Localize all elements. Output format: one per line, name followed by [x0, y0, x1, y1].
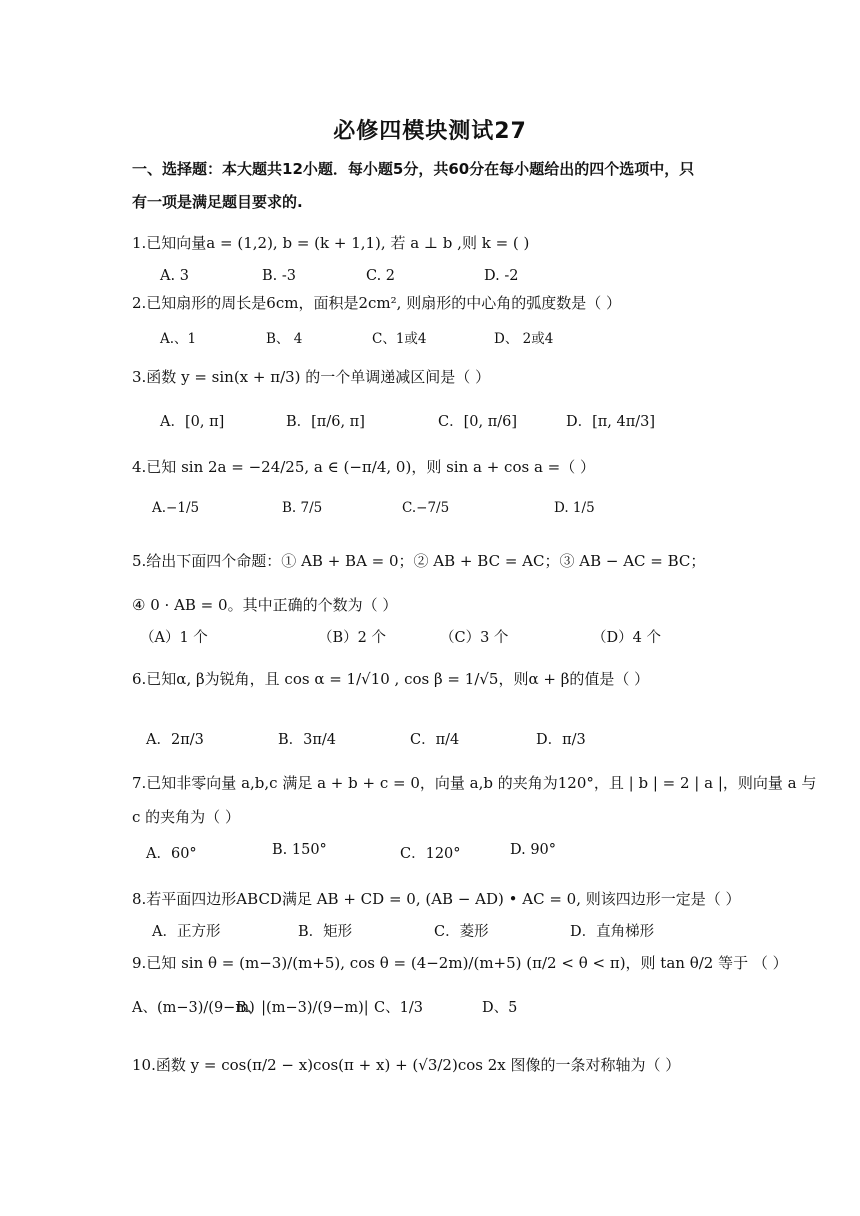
section-heading-line1: 一、选择题：本大题共12小题．每小题5分，共60分在每小题给出的四个选项中，只: [132, 160, 695, 178]
question-4-option-a: A.−1/5: [152, 500, 200, 516]
question-9-option-a: A、(m−3)/(9−m): [132, 1000, 255, 1016]
question-7-option-d: D. 90°: [510, 842, 557, 858]
question-2-option-b: B、 4: [266, 331, 303, 347]
question-6-option-a: A．2π/3: [146, 732, 204, 748]
question-10-stem: 10.函数 y = cos(π/2 − x)cos(π + x) + (√3/2)cos 2x 图像的一条对称轴为（ ）: [132, 1056, 681, 1074]
question-5-option-b: （B）2 个: [318, 630, 386, 646]
question-5-option-c: （C）3 个: [440, 630, 509, 646]
question-1-option-b: B. -3: [262, 268, 296, 284]
question-1-option-d: D. -2: [484, 268, 519, 284]
question-9-option-b: B、|(m−3)/(9−m)|: [236, 1000, 369, 1016]
question-3-option-b: B．[π/6, π]: [286, 414, 365, 430]
question-6-option-b: B．3π/4: [278, 732, 337, 748]
question-3-option-a: A．[0, π]: [160, 414, 225, 430]
question-3-stem: 3.函数 y = sin(x + π/3) 的一个单调递减区间是（ ）: [132, 368, 491, 386]
question-8-stem: 8.若平面四边形ABCD满足 AB + CD = 0, (AB − AD) • AC = 0, 则该四边形一定是（ ）: [132, 890, 741, 908]
question-4-stem: 4.已知 sin 2a = −24/25, a ∈ (−π/4, 0)，则 sin a + cos a =（ ）: [132, 458, 596, 476]
question-5-option-d: （D）4 个: [592, 630, 661, 646]
question-7-stem-continued: c 的夹角为（ ）: [132, 808, 240, 826]
question-4-option-b: B. 7/5: [282, 500, 323, 516]
question-2-option-a: A.、1: [160, 331, 197, 347]
question-7-option-c: C．120°: [400, 846, 461, 862]
question-3-option-c: C．[0, π/6]: [438, 414, 517, 430]
question-7-stem: 7.已知非零向量 a,b,c 满足 a + b + c = 0，向量 a,b 的夹角为120°，且 | b | = 2 | a |，则向量 a 与: [132, 774, 817, 792]
question-4-option-d: D. 1/5: [554, 500, 595, 516]
section-heading-line2: 有一项是满足题目要求的.: [132, 193, 303, 211]
question-6-option-d: D．π/3: [536, 732, 586, 748]
question-1-stem: 1.已知向量a = (1,2), b = (k + 1,1), 若 a ⊥ b ,则 k = ( ): [132, 234, 530, 252]
question-3-option-d: D．[π, 4π/3]: [566, 414, 656, 430]
question-2-option-d: D、 2或4: [494, 331, 554, 347]
question-9-stem: 9.已知 sin θ = (m−3)/(m+5), cos θ = (4−2m)/(m+5) (π/2 < θ < π)，则 tan θ/2 等于 （ ）: [132, 954, 788, 972]
question-7-option-a: A．60°: [146, 846, 197, 862]
question-9-option-c: C、1/3: [374, 1000, 423, 1016]
question-2-option-c: C、1或4: [372, 331, 427, 347]
question-9-option-d: D、5: [482, 1000, 518, 1016]
question-1-option-a: A. 3: [160, 268, 189, 284]
question-8-option-a: A．正方形: [152, 924, 221, 940]
question-5-stem-continued: ④ 0 · AB = 0。其中正确的个数为（ ）: [132, 596, 398, 614]
question-1-option-c: C. 2: [366, 268, 396, 284]
question-2-stem: 2.已知扇形的周长是6cm，面积是2cm², 则扇形的中心角的弧度数是（ ）: [132, 294, 621, 312]
question-4-option-c: C.−7/5: [402, 500, 450, 516]
question-8-option-b: B．矩形: [298, 924, 353, 940]
question-7-option-b: B. 150°: [272, 842, 327, 858]
page-title: 必修四模块测试27: [333, 119, 527, 144]
question-5-stem: 5.给出下面四个命题：① AB + BA = 0；② AB + BC = AC；③ AB − AC = BC；: [132, 552, 706, 570]
question-6-option-c: C．π/4: [410, 732, 460, 748]
question-8-option-c: C．菱形: [434, 924, 489, 940]
question-6-stem: 6.已知α, β为锐角，且 cos α = 1/√10 , cos β = 1/√5，则α + β的值是（ ）: [132, 670, 650, 688]
question-5-option-a: （A）1 个: [140, 630, 208, 646]
question-8-option-d: D．直角梯形: [570, 924, 655, 940]
